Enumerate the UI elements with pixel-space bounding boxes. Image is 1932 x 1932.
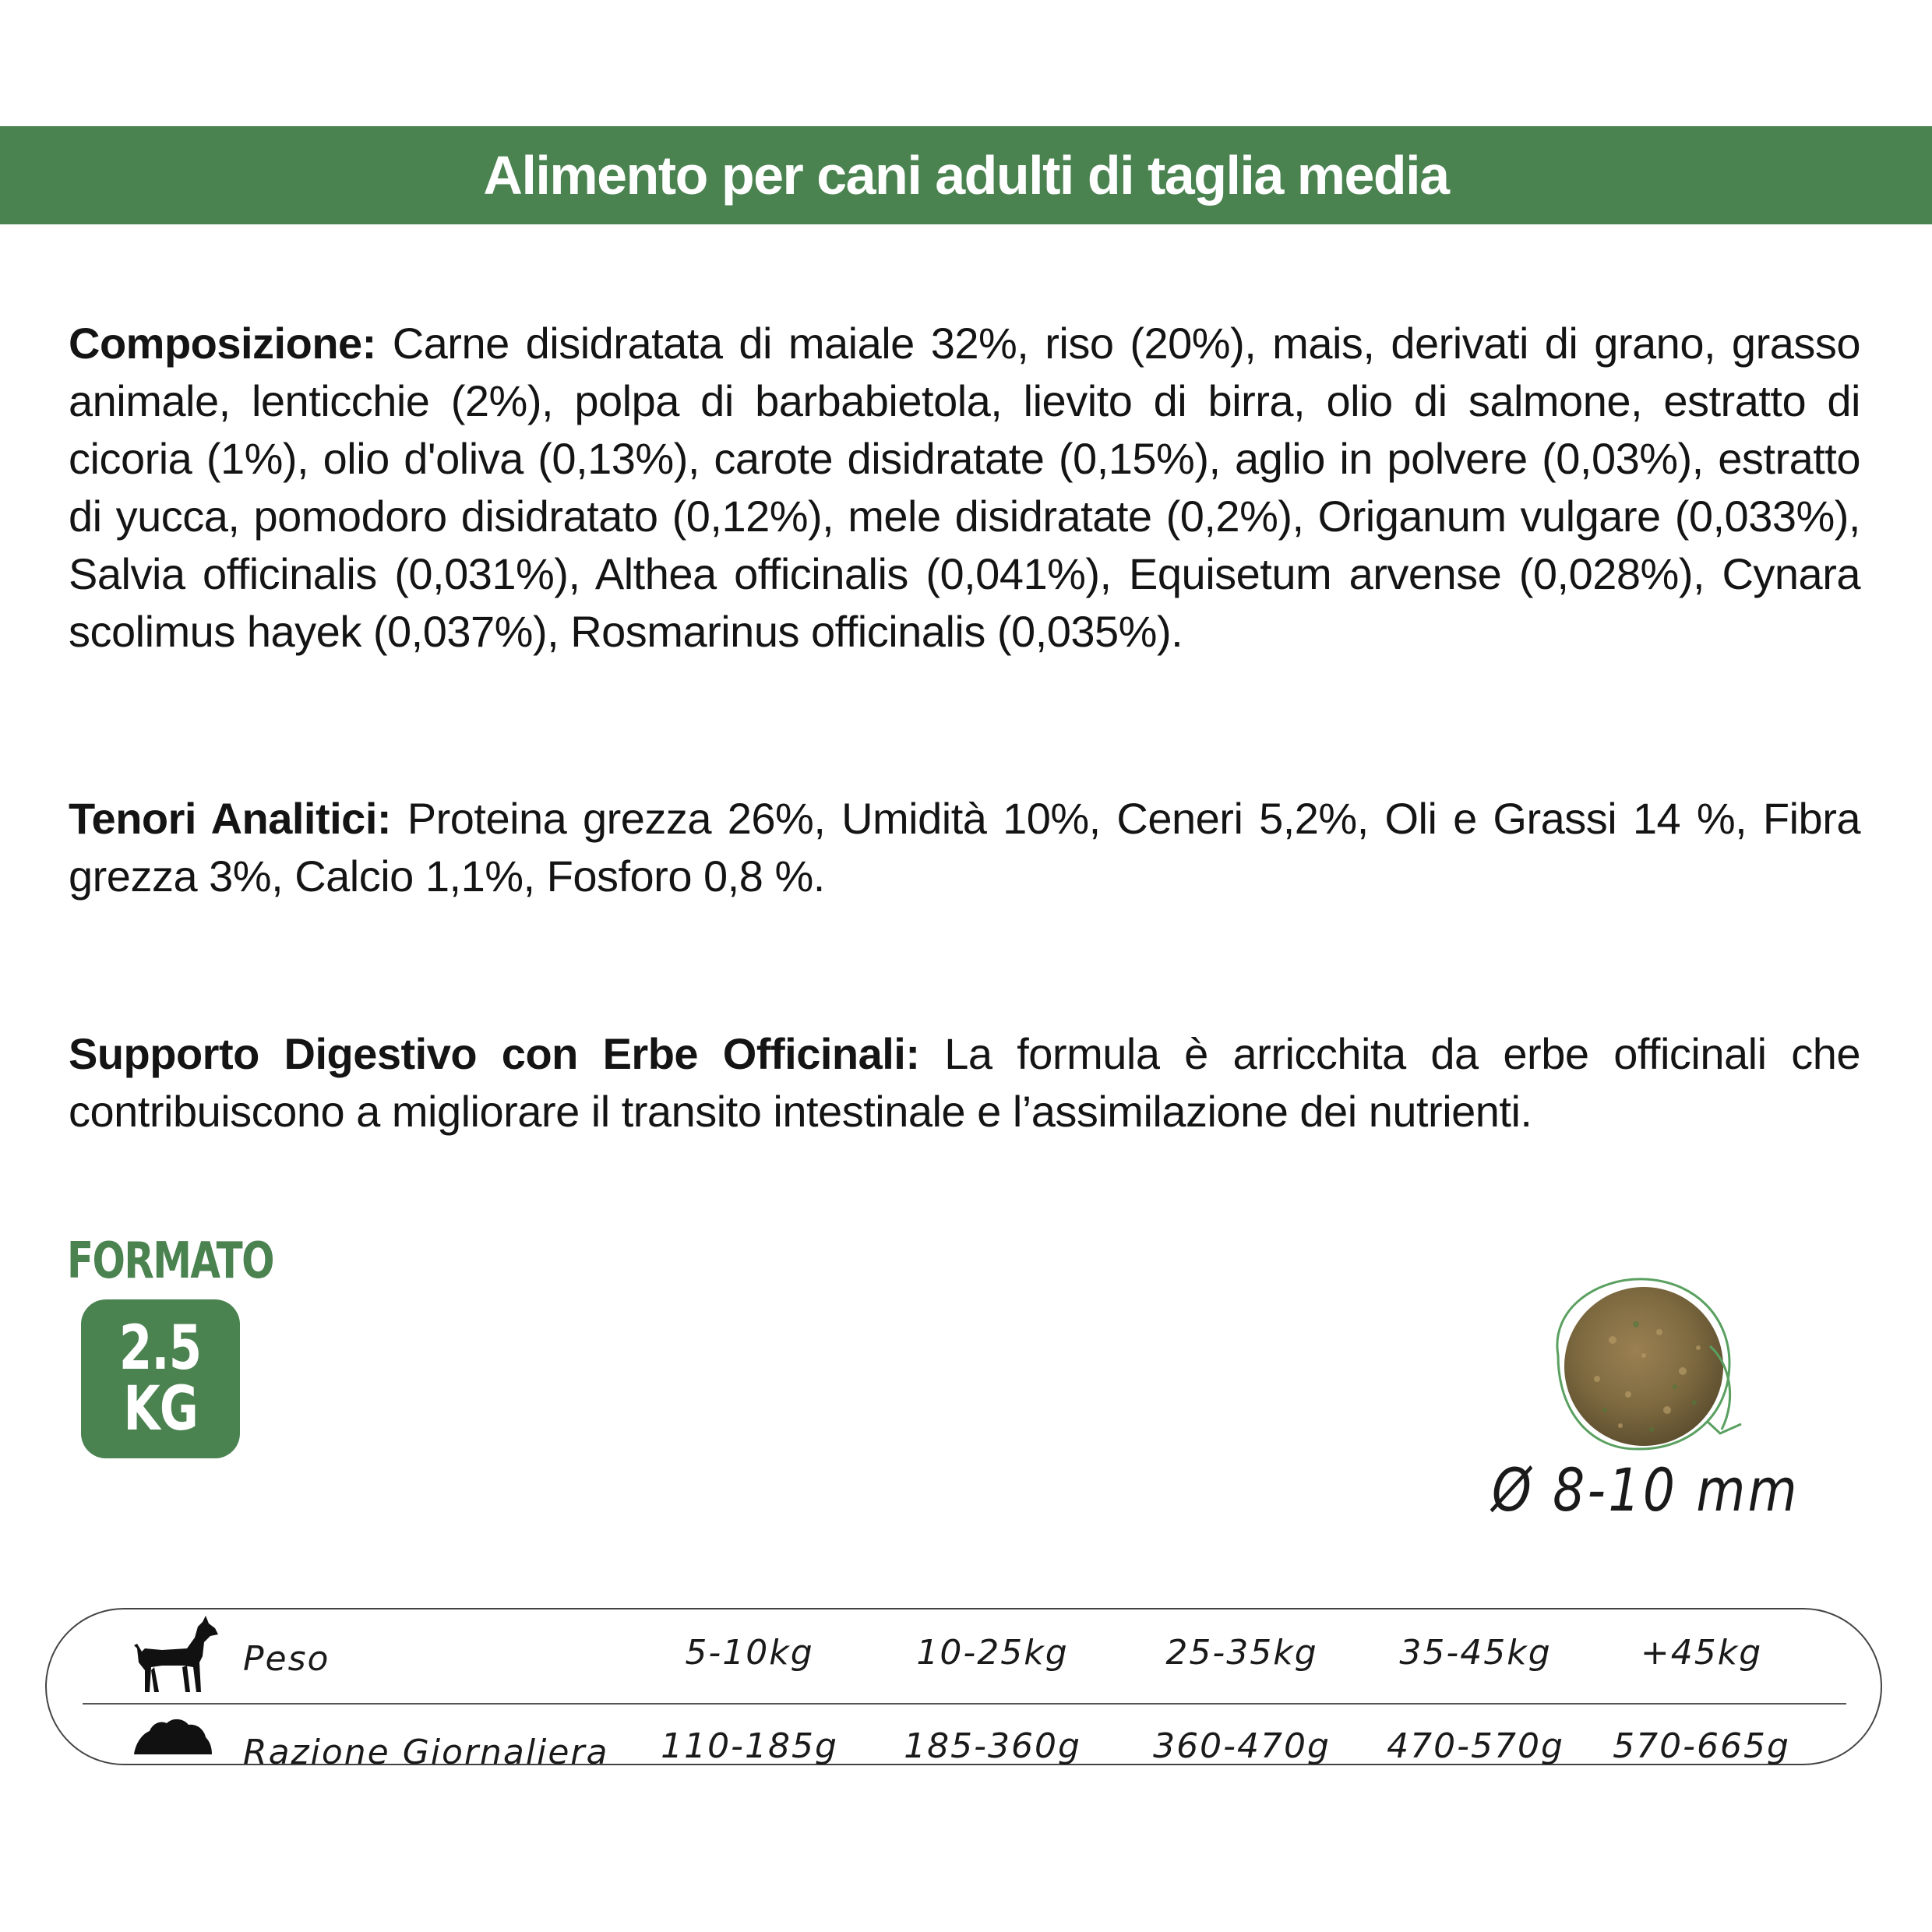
dog-icon <box>128 1616 221 1695</box>
format-badge <box>81 1299 240 1458</box>
ration-cell-4: 470-570g <box>1387 1726 1564 1766</box>
row-label-peso: Peso <box>243 1639 330 1679</box>
weight-cell-1: 5-10kg <box>685 1633 814 1673</box>
page-title: Alimento per cani adulti di taglia media <box>483 145 1449 206</box>
ration-cell-5: 570-665g <box>1613 1726 1790 1766</box>
digestive-support-paragraph <box>69 1025 1860 1141</box>
weight-cell-4: 35-45kg <box>1399 1633 1552 1673</box>
digestive-support-text: La formula è arricchita da erbe officinali che contribuiscono a migliorare il transito intestinale e l’assimilazione dei nutrienti. <box>69 1029 1861 1136</box>
table-divider <box>83 1703 1846 1705</box>
analytical-paragraph <box>69 790 1860 905</box>
weight-cell-3: 25-35kg <box>1165 1633 1318 1673</box>
ration-cell-1: 110-185g <box>661 1726 838 1766</box>
analytical-label: Tenori Analitici: <box>69 794 392 843</box>
composition-text: Carne disidratata di maiale 32%, riso (20%), mais, derivati di grano, grasso animale, lenticchie (2%), polpa di barbabietola, lievito di birra, olio di salmone, estratto di cicoria (1%), olio d'oliva (0,13%), carote disidratate (0,15%), aglio in polvere (0,03%), estratto di yucca, pomodoro disidratato (0,12%), mele disidratate (0,2%), Origanum vulgare (0,033%), Salvia officinalis (0,031%), Althea officinalis (0,041%), Equisetum arvense (0,028%), Cynara scolimus hayek (0,037%), Rosmarinus officinalis (0,035%). <box>69 319 1860 656</box>
row-label-razione: Razione Giornaliera <box>243 1733 609 1772</box>
format-label: FORMATO <box>67 1232 273 1290</box>
format-value: 2.5 <box>119 1313 202 1384</box>
format-unit: KG <box>123 1374 198 1444</box>
weight-cell-5: +45kg <box>1640 1633 1763 1673</box>
composition-paragraph <box>69 315 1860 661</box>
composition-label: Composizione: <box>69 319 376 368</box>
ration-cell-3: 360-470g <box>1153 1726 1331 1766</box>
header-banner <box>0 126 1932 224</box>
kibble-diameter: Ø 8-10 mm <box>1492 1455 1800 1525</box>
feeding-table <box>45 1608 1882 1772</box>
ration-cell-2: 185-360g <box>904 1726 1081 1766</box>
kibble-pile-icon <box>132 1717 213 1756</box>
digestive-support-label: Supporto Digestivo con Erbe Officinali: <box>69 1029 920 1078</box>
analytical-text: Proteina grezza 26%, Umidità 10%, Ceneri 5,2%, Oli e Grassi 14 %, Fibra grezza 3%, Calcio 1,1%, Fosforo 0,8 %. <box>69 794 1860 901</box>
weight-cell-2: 10-25kg <box>916 1633 1069 1673</box>
